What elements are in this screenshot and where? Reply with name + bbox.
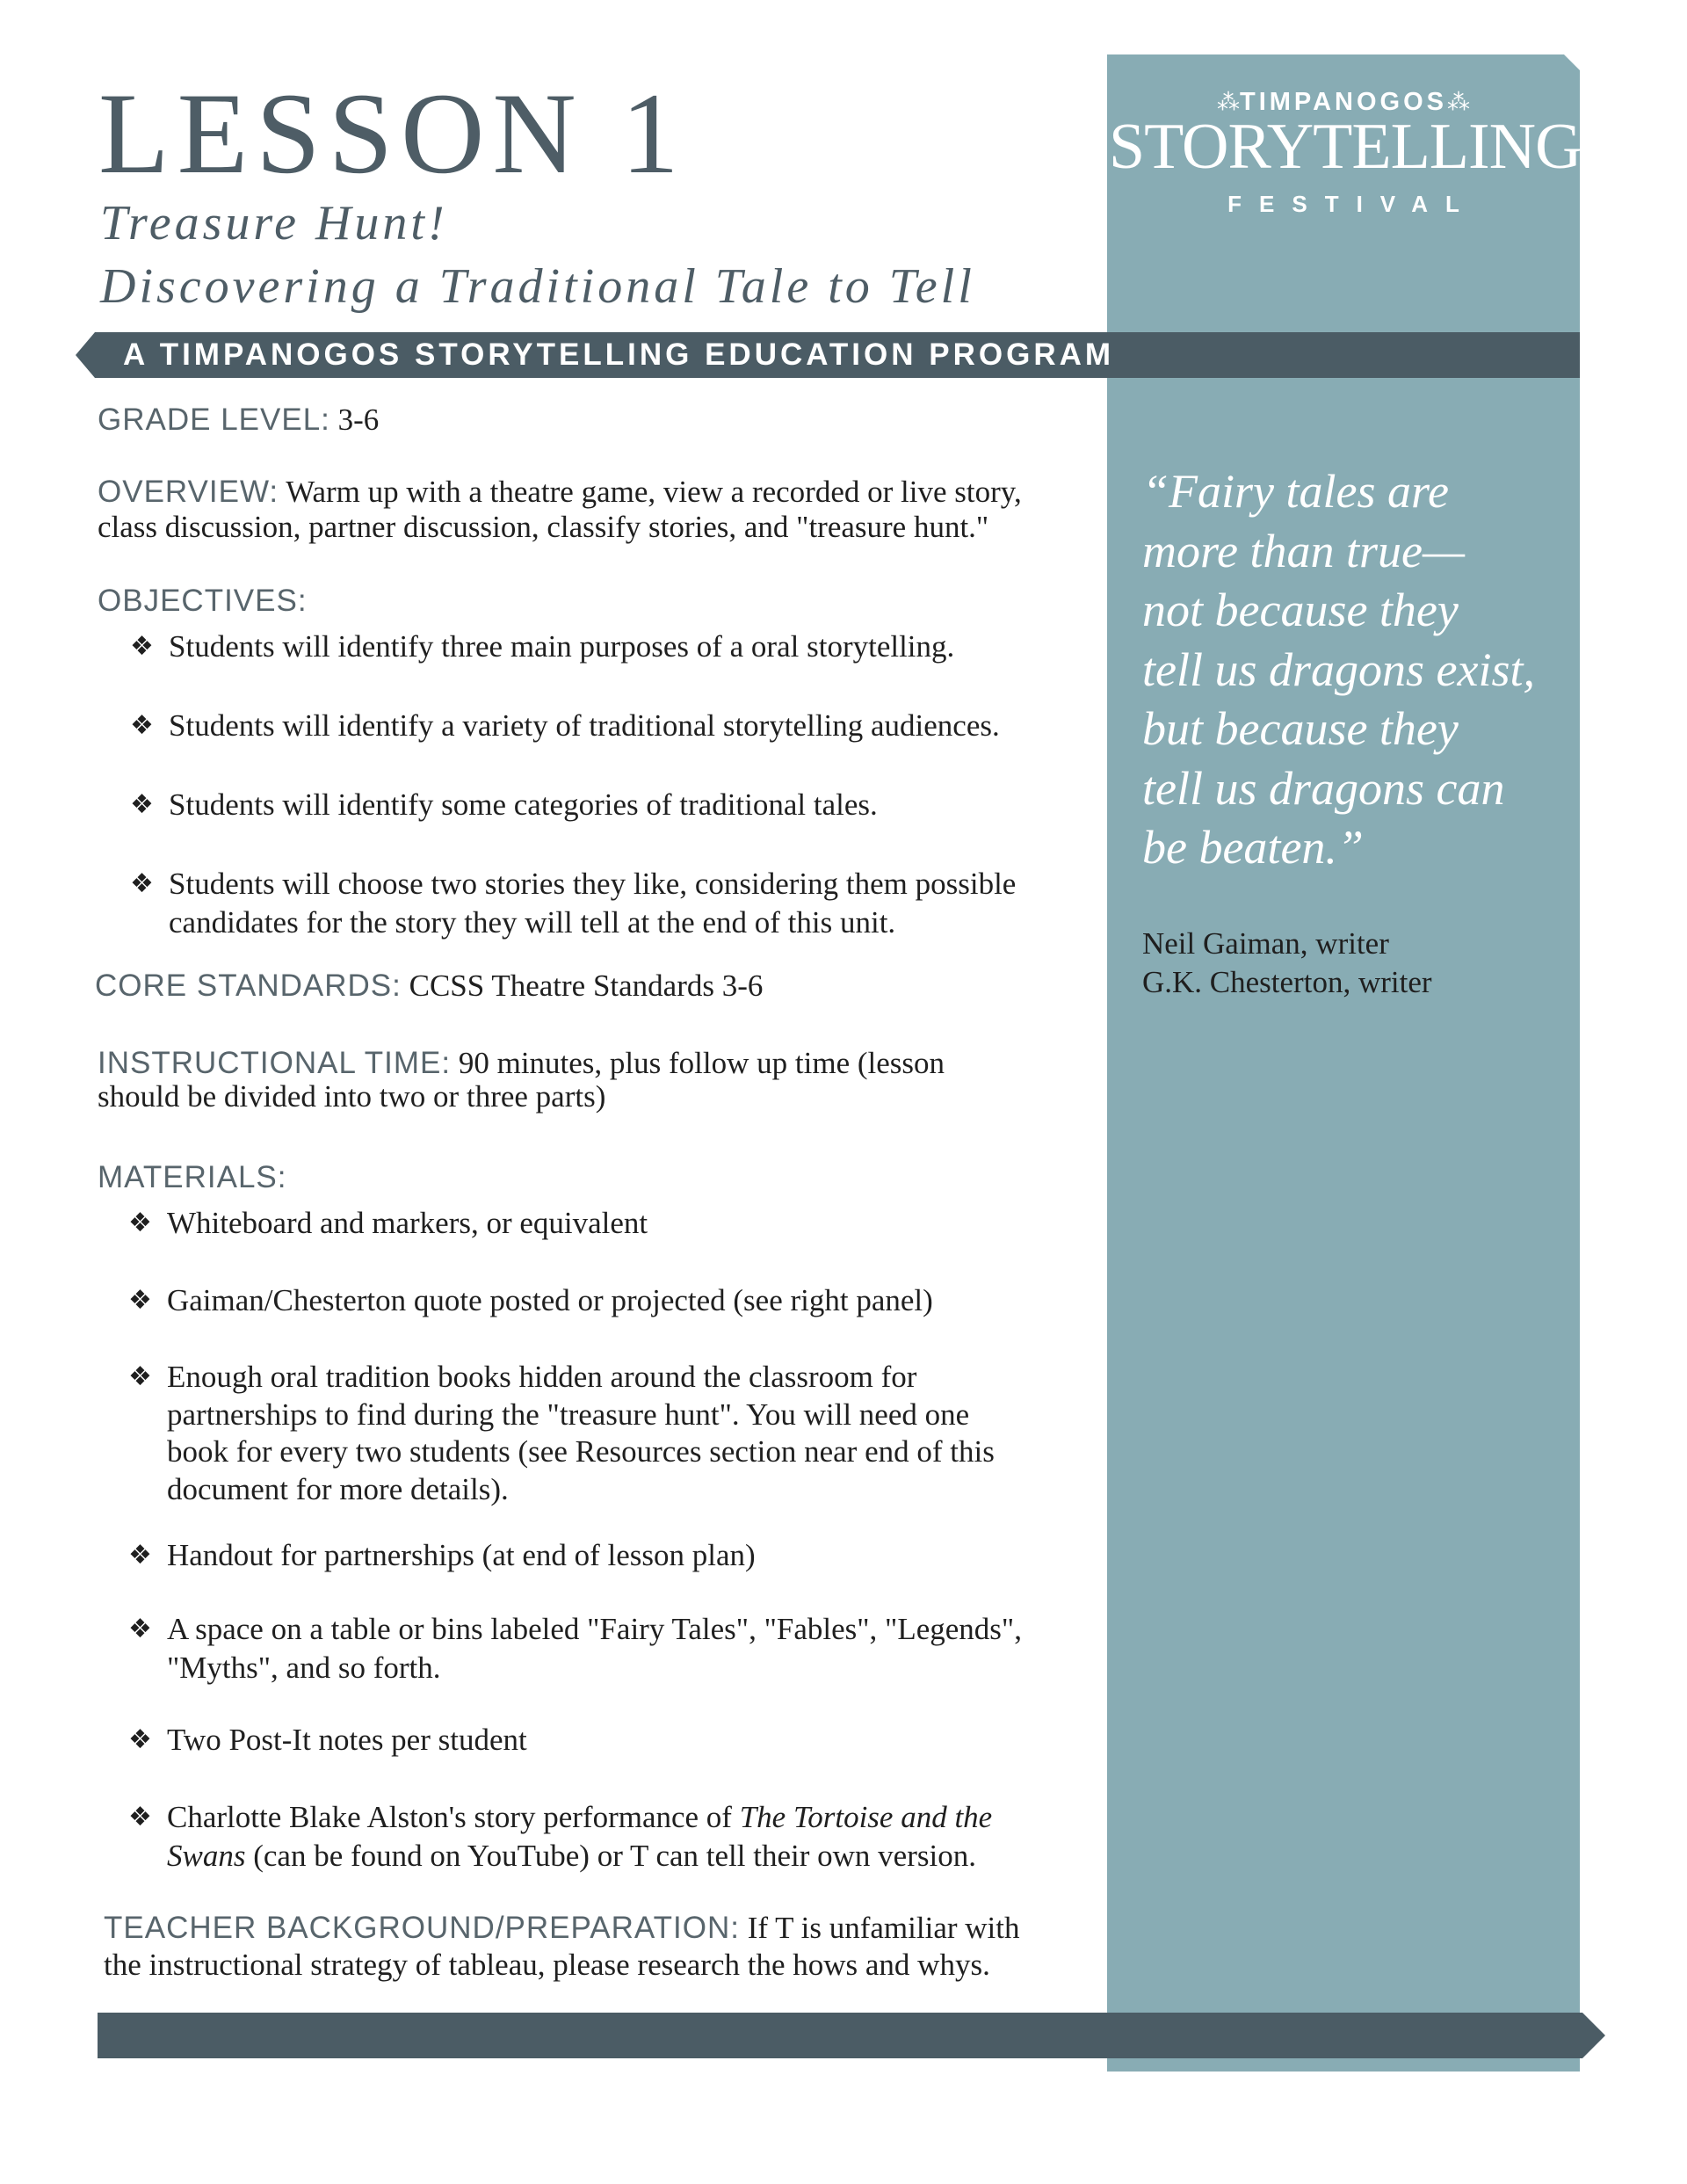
- grade-level-label: GRADE LEVEL:: [98, 403, 330, 437]
- diamond-bullet-icon: ❖: [130, 710, 154, 741]
- instructional-time-line-1: 90 minutes, plus follow up time (lesson: [458, 1046, 945, 1080]
- objective-item: ❖ Students will choose two stories they like, considering them possible candidates for the story they will tell at the end of this unit.: [130, 867, 1017, 940]
- teacher-background-label: TEACHER BACKGROUND/PREPARATION:: [104, 1911, 740, 1945]
- core-standards: [95, 969, 763, 1004]
- overview-label: OVERVIEW:: [98, 475, 279, 509]
- objective-item: ❖ Students will identify a variety of traditional storytelling audiences.: [169, 707, 1000, 745]
- overview-text-line-1: Warm up with a theatre game, view a recorded or live story,: [286, 475, 1022, 509]
- diamond-bullet-icon: ❖: [130, 631, 154, 662]
- subtitle-line-1: Treasure Hunt!: [100, 196, 448, 250]
- diamond-bullet-icon: ❖: [128, 1724, 152, 1755]
- material-item: ❖ Charlotte Blake Alston's story performance of The Tortoise and the Swans (can be found on YouTube) or T can tell their own version.: [128, 1800, 993, 1873]
- diamond-bullet-icon: ❖: [130, 868, 154, 899]
- footer-bar: [98, 2013, 1605, 2058]
- diamond-bullet-icon: ❖: [128, 1208, 152, 1238]
- sidebar-quote: “Fairy tales are more than true— not because they tell us dragons exist, but because they tell us dragons can be beaten.”: [1142, 465, 1535, 874]
- material-item: ❖ Enough oral tradition books hidden around the classroom for partnerships to find during the "treasure hunt". You will need one book for every two students (see Resources section near end of this document for more details).: [128, 1360, 995, 1506]
- diamond-bullet-icon: ❖: [128, 1614, 152, 1644]
- quote-author-1: Neil Gaiman, writer: [1142, 926, 1389, 961]
- diamond-bullet-icon: ❖: [128, 1285, 152, 1316]
- subtitle-line-2: Discovering a Traditional Tale to Tell: [100, 259, 975, 314]
- diamond-bullet-icon: ❖: [128, 1540, 152, 1571]
- objective-item: ❖ Students will identify some categories of traditional tales.: [169, 786, 878, 824]
- teacher-background-line-1: If T is unfamiliar with: [747, 1911, 1020, 1945]
- teacher-background: [104, 1911, 1020, 1946]
- instructional-time-label: INSTRUCTIONAL TIME:: [98, 1046, 452, 1080]
- grade-level-value: 3-6: [337, 403, 380, 437]
- instructional-time: [98, 1046, 945, 1081]
- overview-text-line-2: class discussion, partner discussion, classify stories, and "treasure hunt.": [98, 510, 989, 544]
- teacher-background-line-2: the instructional strategy of tableau, please research the hows and whys.: [104, 1948, 990, 1982]
- material-item: ❖ Whiteboard and markers, or equivalent: [167, 1204, 648, 1243]
- materials-label: MATERIALS:: [98, 1160, 287, 1194]
- objectives-label: OBJECTIVES:: [98, 584, 308, 618]
- material-item: ❖ Gaiman/Chesterton quote posted or projected (see right panel): [167, 1281, 933, 1320]
- diamond-bullet-icon: ❖: [128, 1361, 152, 1392]
- material-item: ❖ Handout for partnerships (at end of lesson plan): [167, 1536, 756, 1575]
- objective-item: ❖ Students will identify three main purposes of a oral storytelling.: [169, 628, 954, 666]
- overview: [98, 475, 1022, 510]
- program-banner-text: A TIMPANOGOS STORYTELLING EDUCATION PROGRAM: [123, 337, 1115, 372]
- core-standards-value: CCSS Theatre Standards 3-6: [409, 969, 764, 1003]
- page-title: LESSON 1: [98, 69, 687, 198]
- quote-author-2: G.K. Chesterton, writer: [1142, 965, 1432, 999]
- grade-level: [98, 403, 379, 438]
- instructional-time-line-2: should be divided into two or three parts): [98, 1079, 606, 1114]
- diamond-bullet-icon: ❖: [130, 789, 154, 820]
- material-item: ❖ A space on a table or bins labeled "Fairy Tales", "Fables", "Legends", "Myths", and so forth.: [128, 1612, 1022, 1685]
- diamond-bullet-icon: ❖: [128, 1802, 152, 1832]
- material-item: ❖ Two Post-It notes per student: [167, 1721, 527, 1760]
- festival-logo: ⁂TIMPANOGOS⁂ STORYTELLING FESTIVAL: [1109, 88, 1582, 217]
- core-standards-label: CORE STANDARDS:: [95, 969, 402, 1003]
